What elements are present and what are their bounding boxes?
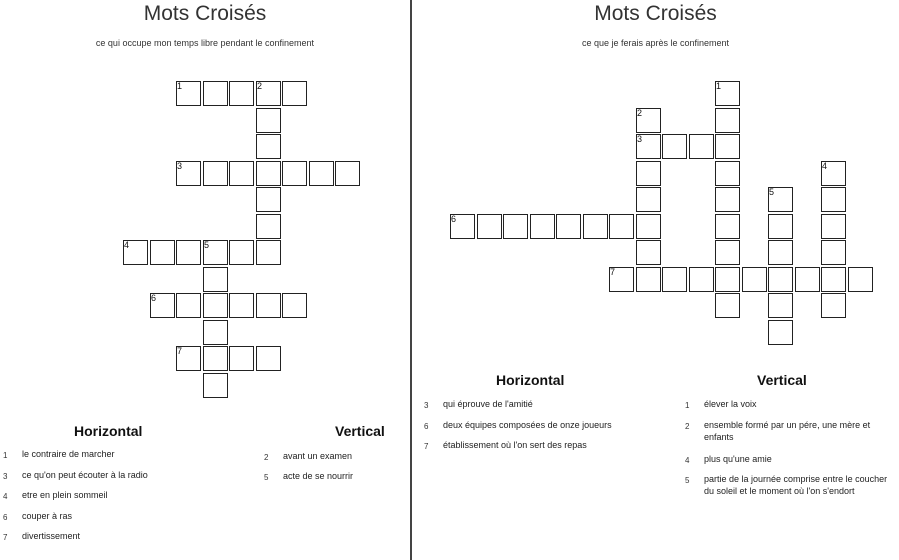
left-horizontal-clue-text: divertissement [22,531,81,541]
left-grid-cell[interactable] [256,346,281,371]
left-grid-cell[interactable] [203,267,228,292]
right-grid-number: 3 [637,134,643,144]
left-horizontal-clue-number: 7 [3,533,8,542]
right-grid-cell[interactable] [689,134,714,159]
left-vertical-clue [264,470,404,496]
right-grid-cell[interactable] [768,214,793,239]
right-vertical-clue-text: plus qu'une amie [704,454,772,464]
right-vertical-clue-text: ensemble formé par un pére, une mère et enfants [704,420,871,442]
left-horizontal-clue-text: etre en plein sommeil [22,490,108,500]
left-grid-cell[interactable] [256,293,281,318]
right-grid-cell[interactable] [662,267,687,292]
right-grid-cell[interactable] [636,267,661,292]
left-grid-cell[interactable] [203,81,228,106]
left-grid-cell[interactable] [229,81,254,106]
left-grid-number: 4 [124,240,130,250]
right-grid-cell[interactable] [556,214,581,239]
left-grid-cell[interactable] [203,320,228,345]
left-grid-cell[interactable] [309,161,334,186]
left-grid-cell[interactable] [256,134,281,159]
right-vertical-clue-number: 5 [685,476,690,485]
left-grid-cell[interactable] [150,240,175,265]
left-horizontal-clue-number: 1 [3,451,8,460]
right-subtitle: ce que je ferais après le confinement [581,38,730,48]
right-horizontal-clue-text: deux équipes composées de onze joueurs [443,420,612,430]
right-grid-cell[interactable] [768,293,793,318]
right-grid-cell[interactable] [795,267,820,292]
right-grid-cell[interactable] [636,161,661,186]
left-grid-cell[interactable] [256,240,281,265]
right-grid-cell[interactable] [821,240,846,265]
right-grid-cell[interactable] [636,214,661,239]
right-grid-cell[interactable] [821,187,846,212]
left-grid-cell[interactable] [256,108,281,133]
right-vertical-clue-number: 4 [685,456,690,465]
left-grid-number: 6 [151,293,157,303]
left-vertical-header: Vertical [335,423,385,439]
right-grid-cell[interactable] [662,134,687,159]
right-grid-cell[interactable] [715,214,740,239]
right-grid-cell[interactable] [530,214,555,239]
right-grid-number: 6 [451,214,457,224]
left-horizontal-clue [3,530,243,556]
right-vertical-clue [685,419,895,445]
right-title: Mots Croisés [594,2,717,25]
right-grid-cell[interactable] [715,267,740,292]
left-vertical-clue-text: acte de se nourrir [283,471,354,481]
right-grid-cell[interactable] [715,187,740,212]
right-grid-number: 5 [769,187,775,197]
right-grid-cell[interactable] [715,134,740,159]
left-grid-cell[interactable] [282,81,307,106]
right-crossword-panel [412,0,899,560]
left-horizontal-clue-number: 6 [3,513,8,522]
right-horizontal-clue-number: 7 [424,442,429,451]
right-grid-cell[interactable] [821,267,846,292]
left-title: Mots Croisés [143,2,267,25]
left-grid-cell[interactable] [229,293,254,318]
left-grid-cell[interactable] [229,161,254,186]
right-horizontal-clue-number: 6 [424,422,429,431]
right-vertical-header: Vertical [757,372,807,388]
left-grid-cell[interactable] [282,161,307,186]
left-grid-cell[interactable] [203,293,228,318]
right-grid-cell[interactable] [715,240,740,265]
right-grid-cell[interactable] [768,240,793,265]
left-grid-cell[interactable] [229,346,254,371]
right-grid-cell[interactable] [636,187,661,212]
right-vertical-clue-text: partie de la journée comprise entre le coucher du soleil et le moment où l'on s'endort [704,474,888,496]
right-horizontal-clue [424,439,664,465]
left-horizontal-clue-text: ce qu'on peut écouter à la radio [22,470,148,480]
left-grid-number: 1 [177,81,183,91]
left-horizontal-clue-text: couper à ras [22,511,73,521]
left-grid-cell[interactable] [256,214,281,239]
left-vertical-clue-number: 5 [264,473,269,482]
left-vertical-clue-number: 2 [264,453,269,462]
right-grid-number: 1 [716,81,722,91]
left-grid-cell[interactable] [203,161,228,186]
right-grid-cell[interactable] [821,214,846,239]
right-grid-cell[interactable] [715,293,740,318]
left-grid-number: 3 [177,161,183,171]
right-horizontal-clue-number: 3 [424,401,429,410]
right-grid-cell[interactable] [583,214,608,239]
left-grid-cell[interactable] [176,293,201,318]
left-horizontal-header: Horizontal [74,423,143,439]
right-grid-number: 2 [637,108,643,118]
right-grid-cell[interactable] [636,240,661,265]
left-grid-number: 5 [204,240,210,250]
left-horizontal-clue-number: 4 [3,492,8,501]
right-grid-number: 7 [610,267,616,277]
left-subtitle: ce qui occupe mon temps libre pendant le confinement [95,38,315,48]
left-grid-cell[interactable] [203,373,228,398]
right-horizontal-clue-text: qui éprouve de l'amitié [443,399,533,409]
left-horizontal-clue-text: le contraire de marcher [22,449,115,459]
right-vertical-clue-text: élever la voix [704,399,757,409]
right-vertical-clue [685,473,895,499]
right-grid-cell[interactable] [821,293,846,318]
left-grid-cell[interactable] [203,346,228,371]
left-grid-cell[interactable] [176,240,201,265]
right-grid-cell[interactable] [609,214,634,239]
left-grid-cell[interactable] [256,161,281,186]
left-vertical-clue-text: avant un examen [283,451,353,461]
right-grid-cell[interactable] [768,267,793,292]
left-grid-number: 7 [177,346,183,356]
right-grid-cell[interactable] [768,320,793,345]
right-grid-cell[interactable] [742,267,767,292]
left-grid-number: 2 [257,81,263,91]
right-grid-cell[interactable] [689,267,714,292]
right-grid-cell[interactable] [477,214,502,239]
right-grid-cell[interactable] [715,161,740,186]
right-vertical-clue-number: 2 [685,422,690,431]
left-grid-cell[interactable] [229,240,254,265]
right-grid-number: 4 [822,161,828,171]
left-grid-cell[interactable] [282,293,307,318]
left-crossword-panel [0,0,410,560]
right-horizontal-clue-text: établissement où l'on sert des repas [443,440,587,450]
right-grid-cell[interactable] [848,267,873,292]
left-grid-cell[interactable] [256,187,281,212]
left-horizontal-clue-number: 3 [3,472,8,481]
right-grid-cell[interactable] [715,108,740,133]
right-horizontal-header: Horizontal [496,372,565,388]
right-vertical-clue-number: 1 [685,401,690,410]
right-grid-cell[interactable] [503,214,528,239]
left-grid-cell[interactable] [335,161,360,186]
